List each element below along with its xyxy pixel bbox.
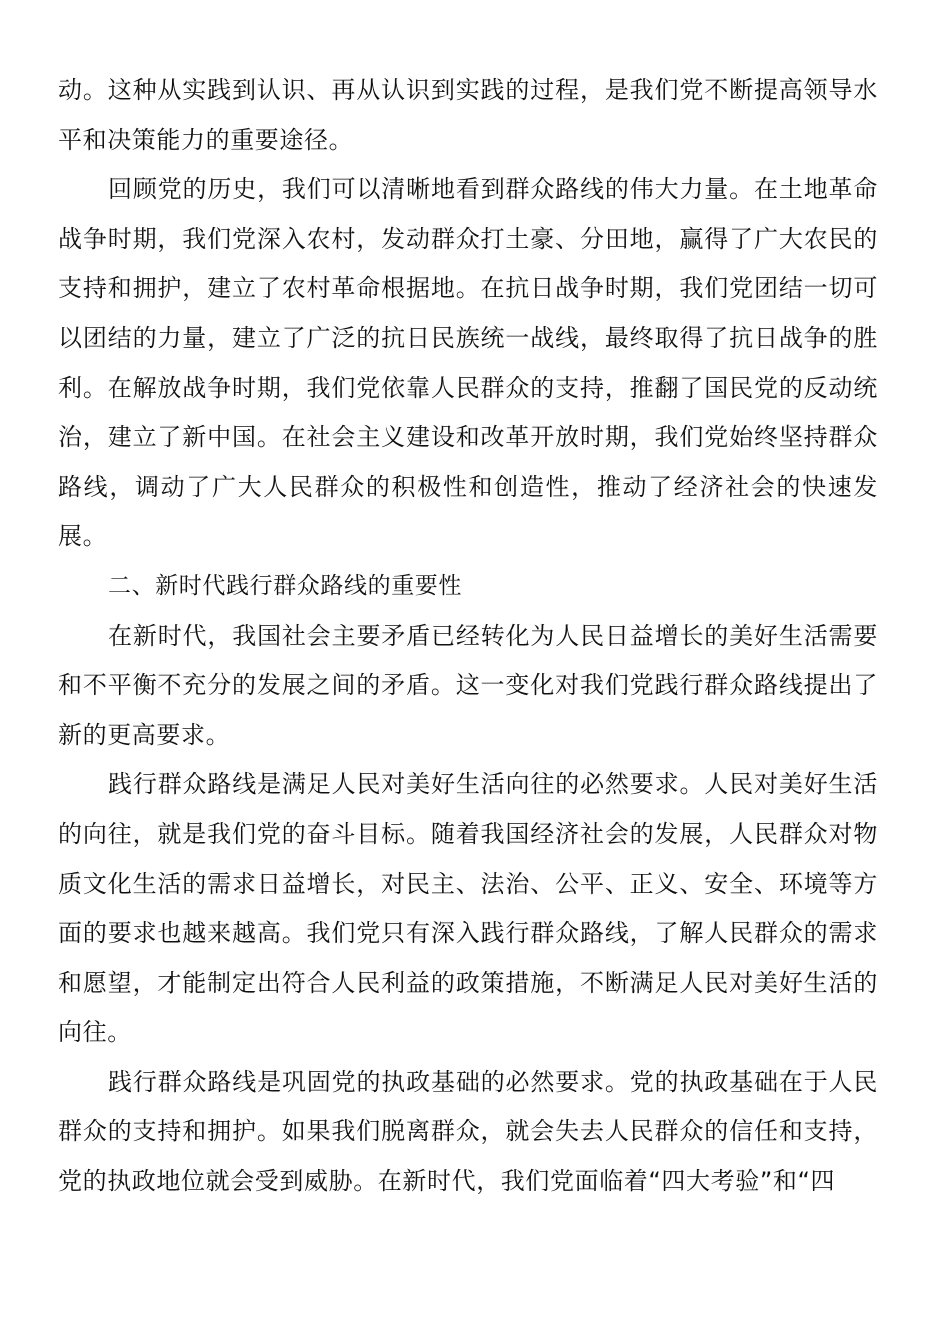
document-page	[58, 66, 878, 1207]
paragraph-ruling-foundation: 践行群众路线是巩固党的执政基础的必然要求。党的执政基础在于人民群众的支持和拥护。如果我们脱离群众，就会失去人民群众的信任和支持，党的执政地位就会受到威胁。在新时代，我们党面临着“四大考验”和“四	[58, 1067, 878, 1196]
paragraph-party-history: 回顾党的历史，我们可以清晰地看到群众路线的伟大力量。在土地革命战争时期，我们党深入农村，发动群众打土豪、分田地，赢得了广大农民的支持和拥护，建立了农村革命根据地。在抗日战争时期，我们党团结一切可以团结的力量，建立了广泛的抗日民族统一战线，最终取得了抗日战争的胜利。在解放战争时期，我们党依靠人民群众的支持，推翻了国民党的反动统治，建立了新中国。在社会主义建设和改革开放时期，我们党始终坚持群众路线，调动了广大人民群众的积极性和创造性，推动了经济社会的快速发展。	[58, 175, 878, 551]
section-heading: 二、新时代践行群众路线的重要性	[108, 572, 462, 599]
paragraph-new-era: 在新时代，我国社会主要矛盾已经转化为人民日益增长的美好生活需要和不平衡不充分的发展之间的矛盾。这一变化对我们党践行群众路线提出了新的更高要求。	[58, 621, 878, 749]
paragraph-better-life: 践行群众路线是满足人民对美好生活向往的必然要求。人民对美好生活的向往，就是我们党的奋斗目标。随着我国经济社会的发展，人民群众对物质文化生活的需求日益增长，对民主、法治、公平、正义、安全、环境等方面的要求也越来越高。我们党只有深入践行群众路线，了解人民群众的需求和愿望，才能制定出符合人民利益的政策措施，不断满足人民对美好生活的向往。	[58, 770, 878, 1047]
paragraph-continuation: 动。这种从实践到认识、再从认识到实践的过程，是我们党不断提高领导水平和决策能力的重要途径。	[58, 76, 878, 154]
